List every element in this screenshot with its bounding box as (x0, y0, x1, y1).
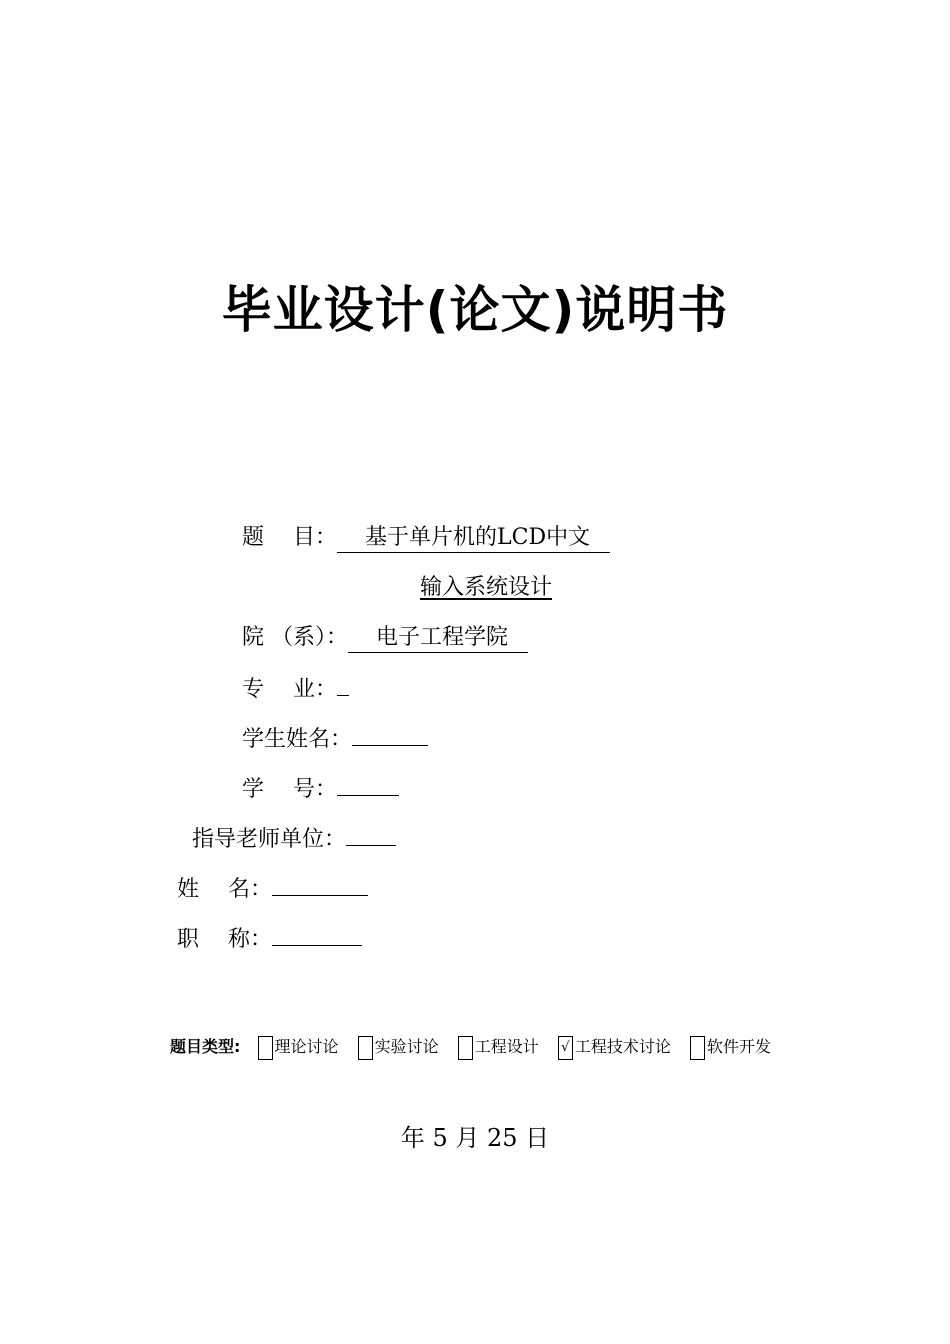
student-name-field (242, 723, 428, 755)
department-value: 电子工程学院 (348, 624, 528, 653)
advisor-title-field (177, 923, 362, 955)
checkbox-icon[interactable] (358, 1036, 373, 1060)
advisor-unit-label: 指导老师单位： (192, 827, 347, 852)
topic-type-text: 工程设计 (474, 1037, 539, 1056)
department-label: 院 （系）： (242, 625, 348, 650)
major-label: 专 业： (242, 677, 337, 702)
advisor-title-label: 职 称： (177, 927, 272, 952)
student-id-field (242, 773, 399, 805)
topic-value-line1: 基于单片机的LCD中文 (337, 524, 610, 553)
student-id-label: 学 号： (242, 777, 337, 802)
page-title: 毕业设计(论文)说明书 (221, 281, 729, 339)
advisor-unit-blank (346, 823, 396, 846)
major-field (242, 673, 349, 705)
advisor-name-label: 姓 名： (177, 877, 272, 902)
topic-type-software[interactable] (690, 1034, 771, 1060)
check-mark-icon[interactable]: √ (558, 1036, 573, 1060)
topic-type-text: 软件开发 (706, 1037, 771, 1056)
advisor-name-blank (272, 873, 368, 896)
advisor-unit-field (192, 823, 396, 855)
advisor-name-field (177, 873, 368, 905)
student-id-blank (337, 773, 399, 796)
topic-field (242, 523, 610, 553)
topic-type-row (170, 1034, 785, 1060)
major-blank (337, 673, 349, 696)
topic-type-label: 题目类型: (170, 1037, 241, 1056)
topic-field-line2 (420, 573, 552, 603)
topic-type-experiment[interactable] (358, 1034, 439, 1060)
topic-type-text: 理论讨论 (274, 1037, 339, 1056)
department-field (242, 623, 528, 653)
student-name-blank (352, 723, 428, 746)
date: 年 5 月 25 日 (400, 1124, 550, 1152)
topic-type-text: 工程技术讨论 (574, 1037, 671, 1056)
topic-type-theory[interactable] (258, 1034, 339, 1060)
topic-value-line2: 输入系统设计 (420, 575, 553, 600)
checkbox-icon[interactable] (690, 1036, 705, 1060)
checkbox-icon[interactable] (458, 1036, 473, 1060)
student-name-label: 学生姓名： (242, 727, 353, 752)
topic-type-text: 实验讨论 (374, 1037, 439, 1056)
topic-type-engineering-design[interactable] (458, 1034, 539, 1060)
topic-type-engineering-tech[interactable] (558, 1034, 671, 1060)
topic-label: 题 目： (242, 525, 337, 550)
advisor-title-blank (272, 923, 362, 946)
checkbox-icon[interactable] (258, 1036, 273, 1060)
